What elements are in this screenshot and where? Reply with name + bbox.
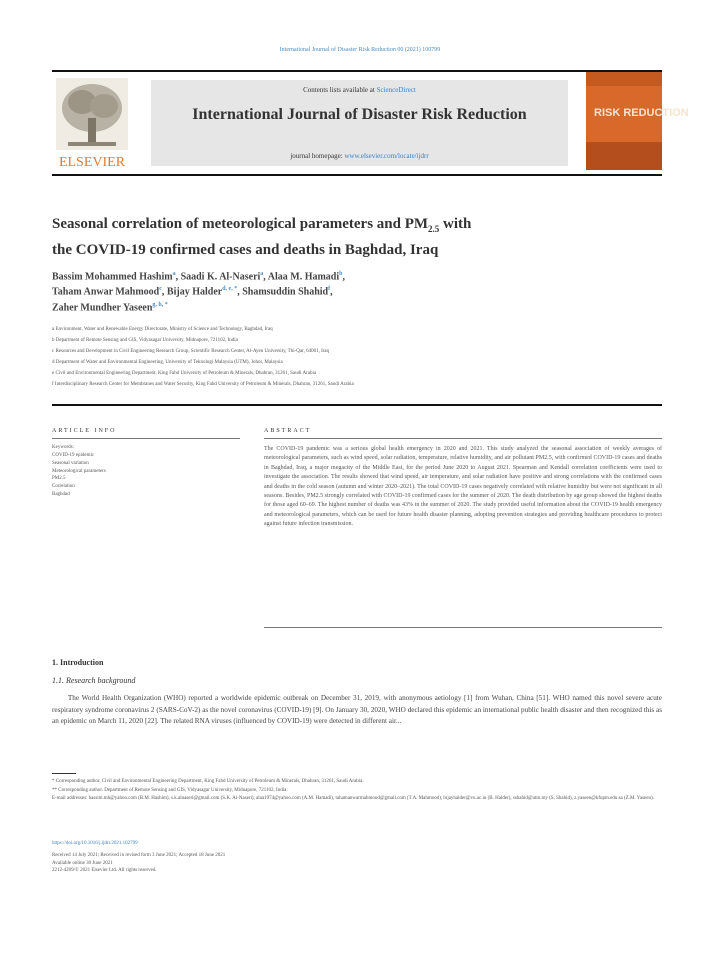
journal-homepage-link[interactable]: www.elsevier.com/locate/ijdrr (344, 152, 429, 160)
journal-title: International Journal of Disaster Risk Reduction (192, 106, 527, 123)
elsevier-wordmark: ELSEVIER (58, 155, 126, 170)
author-affiliation-marker[interactable]: d, e, * (222, 286, 238, 293)
keyword-item: PM2.5 (52, 476, 66, 482)
keyword-list (52, 452, 240, 499)
received-dates: Received 14 July 2021; Received in revised form 3 June 2021; Accepted 18 June 2021 (52, 853, 226, 858)
author-affiliation-marker[interactable]: b (339, 271, 343, 277)
banner-top-rule (52, 70, 662, 72)
author-name[interactable]: Taham Anwar Mahmood (52, 286, 160, 298)
affiliation-item: c Resources and Development in Civil Engineering Research Group, Scientific Research Center, Al-Ayen University, Thi-Qar, 64001, Iraq (52, 349, 330, 354)
footnote-rule (52, 773, 76, 774)
author-separator: , (330, 286, 333, 298)
contents-available: Contents lists available at ScienceDirect (303, 86, 416, 94)
elsevier-logo (52, 78, 132, 170)
affiliation-item: e Civil and Environmental Engineering Department, King Fahd University of Petroleum & Minerals, Dhahran, 31261, Saudi Arabia (52, 371, 317, 376)
abstract-rule-top (264, 438, 662, 439)
footnote-item: ** Corresponding author. Department of Remote Sensing and GIS, Vidyasagar University, Midnapore, 721102, India. (52, 787, 288, 793)
affiliation-item: a Environment, Water and Renewable Energy Directorate, Ministry of Science and Technology, Baghdad, Iraq (52, 327, 273, 332)
author-name[interactable]: Bassim Mohammed Hashim (52, 271, 173, 283)
keyword-item: COVID-19 epidemic (52, 453, 95, 458)
article-title: Seasonal correlation of meteorological parameters and $PM_{2.5}$ with the COVID-19 confirmed cases and deaths in Baghdad, Iraq (52, 216, 472, 258)
keyword-item: Correlation (52, 484, 75, 490)
affiliation-item: f Interdisciplinary Research Center for Membranes and Water Security, King Fahd University of Petroleum & Minerals, Dhahran, 31261, Saudi Arabia (52, 382, 354, 387)
doi-link[interactable]: https://doi.org/10.1016/j.ijdrr.2021.102799 (52, 841, 138, 846)
abstract-rule-bottom (264, 627, 662, 628)
cover-title: RISK REDUCTION (594, 107, 689, 119)
introduction-heading: 1. Introduction (52, 658, 104, 667)
author-separator: , (342, 271, 345, 283)
journal-homepage: journal homepage: www.elsevier.com/locate/ijdrr (290, 152, 429, 160)
affiliation-item: d Department of Water and Environmental Engineering, University of Teknologi Malaysia (UTM), Johor, Malaysia (52, 360, 283, 365)
keywords-label: Keywords: (52, 445, 74, 450)
available-online: Available online 30 June 2021 (52, 860, 113, 866)
author-separator: , (175, 271, 181, 283)
author-separator: , (263, 271, 268, 283)
keyword-item: Seasonal variation (52, 460, 89, 466)
affiliations (52, 324, 662, 390)
footnote-item: E-mail addresses: bassim.mh@yahoo.com (B.M. Hashim), s.k.alnaseri@gmail.com (S.K. Al-Naseri), alaa1974@yahoo.com (A.M. Hamadi), tahamanwarmahmood@gmail.com (T.A. Mahmood), bijayhalder@vu.ac.in (B. Halder), sshahid@utm.my (S. Shahid), z.yaseen@kfupm.edu.sa (Z.M. Yaseen). (52, 796, 654, 801)
author-list (52, 268, 652, 314)
author-name[interactable]: Shamsuddin Shahid (242, 286, 329, 298)
title-subscript: 2.5 (428, 224, 440, 234)
author-separator: , (237, 286, 243, 298)
research-background-heading: 1.1. Research background (52, 676, 136, 685)
keyword-item: Baghdad (52, 491, 70, 497)
abstract-label: ABSTRACT (264, 428, 312, 434)
article-info-rule (52, 438, 240, 439)
author-affiliation-marker[interactable]: a (172, 271, 176, 277)
author-separator: , (161, 286, 167, 298)
author-name[interactable]: Bijay Halder (166, 286, 223, 298)
section-rule (52, 404, 662, 406)
sciencedirect-link[interactable]: ScienceDirect (376, 86, 416, 94)
abstract-text: The COVID-19 pandemic was a serious global health emergency in 2020 and 2021. This study analyzed the seasonal association of weekly averages of meteorological parameters, such as wind speed, solar radiation, temperature, relative humidity, and air pollutant PM2.5, with confirmed COVID-19 cases and deaths in Baghdad, Iraq, a major megacity of the Middle East, for the period June 2020 to August 2021. Spearman and Kendall correlation coefficients were used to investigate the association. The results showed that wind speed, air temperature, and solar radiation have positive and strong correlations with the confirmed cases and deaths in the cold season (autumn and winter 2020–2021). The total COVID-19 cases negatively correlated with relative humidity but were not significant in all seasons. Besides, PM2.5 strongly correlated with COVID-19 confirmed cases for the summer of 2020. The death distribution by age group showed the highest deaths for those aged 60–69. The highest number of deaths was 43% in the summer of 2020. The study provided useful information about the COVID-19 health emergency and meteorological parameters, which can be used for future health disaster planning, adopting prevention strategies and providing healthcare procedures to protect against future infection transmission. (264, 446, 662, 528)
footnote-item: * Corresponding author. Civil and Environmental Engineering Department, King Fahd University of Petroleum & Minerals, Dhahran, 31261, Saudi Arabia. (52, 779, 364, 784)
introduction-paragraph: The World Health Organization (WHO) reported a worldwide epidemic outbreak on December 31, 2019, with anonymous aetiology [1] from Wuhan, China [51]. WHO named this novel severe acute respiratory syndrome coronavirus 2 (SARS-CoV-2) as the novel coronavirus (COVID-19) [9]. On January 30, 2020, WHO declared this epidemic an international public health disaster and then recognized this as an epidemic on March 11, 2020 [22]. The related RNA viruses (influenced by COVID-19) were detected in different air... (52, 694, 662, 725)
author-affiliation-marker[interactable]: a (260, 271, 264, 277)
banner-bottom-rule (52, 174, 662, 176)
affiliation-item: b Department of Remote Sensing and GIS, Vidyasagar University, Midnapore, 721102, India (52, 338, 238, 343)
copyright: 2212-4209/© 2021 Elsevier Ltd. All rights reserved. (52, 868, 157, 873)
author-name[interactable]: Alaa M. Hamadi (267, 271, 340, 283)
journal-cover-image (586, 72, 689, 170)
keyword-item: Meteorological parameters (52, 468, 106, 474)
author-affiliation-marker[interactable]: g, h, * (152, 301, 168, 308)
author-name[interactable]: Zaher Mundher Yaseen (52, 301, 153, 313)
footnotes (52, 778, 662, 804)
author-affiliation-marker[interactable]: f (328, 286, 331, 293)
running-header[interactable]: International Journal of Disaster Risk Reduction 00 (2021) 100799 (279, 47, 441, 53)
author-affiliation-marker[interactable]: c (159, 286, 162, 293)
article-history (52, 852, 662, 875)
author-name[interactable]: Saadi K. Al-Naseri (180, 271, 261, 283)
article-info-label: ARTICLE INFO (52, 428, 117, 434)
